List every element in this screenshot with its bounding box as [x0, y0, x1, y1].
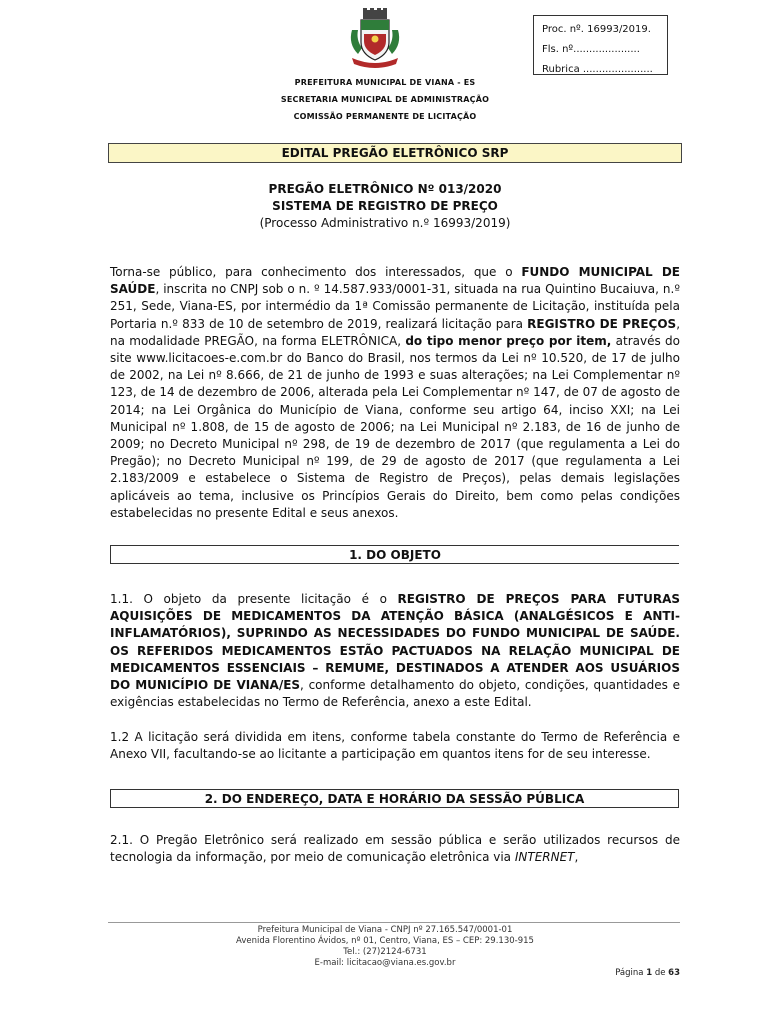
- footer-email-label: E-mail:: [314, 958, 347, 968]
- page-label: Página: [615, 968, 647, 978]
- stamp-rubrica: Rubrica ......................: [542, 64, 653, 75]
- stamp-proc-number: Proc. nº. 16993/2019.: [542, 24, 651, 35]
- intro-text-3: , na modalidade PREGÃO, na forma ELETRÔNICA,: [110, 316, 681, 348]
- registro-preco-title: SISTEMA DE REGISTRO DE PREÇO: [272, 199, 498, 213]
- header-prefeitura: PREFEITURA MUNICIPAL DE VIANA - ES: [294, 78, 476, 87]
- intro-text-2: , inscrita no CNPJ sob o n. º 14.587.933/0001-31, situada na rua Quintino Bucaiuva, n.º 251, Sede, Viana-ES, por intermédio da 1ª Comissão permanente de Licitação, instituída pela Portaria n.º 833 de 10 de setembro de 2019, realizará licitação para: [110, 282, 680, 331]
- footer-email-link[interactable]: licitacao@viana.es.gov.br: [346, 958, 456, 968]
- intro-registro-precos: REGISTRO DE PREÇOS: [527, 316, 677, 331]
- intro-menor-preco: do tipo menor preço por item,: [405, 333, 612, 348]
- page-of: de: [652, 968, 669, 978]
- section-2-heading: 2. DO ENDEREÇO, DATA E HORÁRIO DA SESSÃO PÚBLICA: [110, 789, 679, 808]
- objeto-text-1: 1.1. O objeto da presente licitação é o: [110, 592, 398, 606]
- edital-title-box: EDITAL PREGÃO ELETRÔNICO SRP: [108, 143, 682, 163]
- sessao-text-2: ,: [574, 850, 579, 865]
- objeto-text-2: , conforme detalhamento do objeto, condições, quantidades e exigências estabelecidas no Termo de Referência, anexo a este Edital.: [110, 678, 680, 710]
- section-1-paragraph-1: [110, 591, 680, 711]
- page-total: 63: [668, 968, 680, 978]
- section-1-heading: 1. DO OBJETO: [110, 545, 679, 564]
- municipal-crest-icon: [346, 8, 404, 70]
- objeto-bold-description: REGISTRO DE PREÇOS PARA FUTURAS AQUISIÇÕES DE MEDICAMENTOS DA ATENÇÃO BÁSICA (ANALGÉSICOS E ANTI-INFLAMATÓRIOS), SUPRINDO AS NECESSIDADES DO FUNDO MUNICIPAL DE SAÚDE. OS REFERIDOS MEDICAMENTOS ESTÃO PACTUADOS NA RELAÇÃO MUNICIPAL DE MEDICAMENTOS ESSENCIAIS – REMUME, DESTINADOS A ATENDER AOS USUÁRIOS DO MUNICÍPIO DE VIANA/ES: [110, 592, 680, 693]
- sessao-internet: INTERNET: [514, 850, 575, 865]
- page-number: [615, 968, 680, 978]
- processo-subtitle: (Processo Administrativo n.º 16993/2019): [259, 216, 511, 230]
- intro-text-4: através do site www.licitacoes-e.com.br do Banco do Brasil, nos termos da Lei nº 10.520, de 17 de julho de 2002, na Lei nº 8.666, de 21 de junho de 1993 e suas alterações; na Lei Complementar nº 123, de 14 de dezembro de 2006, alterada pela Lei Complementar nº 147, de 07 de agosto de 2014; na Lei Orgânica do Município de Viana, conforme seu artigo 64, inciso XXI; na Lei Municipal nº 1.808, de 15 de agosto de 2006; na Lei Municipal nº 2.183, de 16 de junho de 2009; no Decreto Municipal nº 298, de 19 de dezembro de 2017 (que regulamenta a Lei do Pregão); no Decreto Municipal nº 199, de 29 de agosto de 2017 (que regulamenta a Lei 2.183/2009 e estabelece o Sistema de Registro de Preços), pelas demais legislações aplicáveis ao tema, inclusive os Princípios Gerais do Direito, bem como pelas condições estabelecidas no presente Edital e seus anexos.: [110, 333, 681, 520]
- pregao-number-title: PREGÃO ELETRÔNICO Nº 013/2020: [268, 182, 502, 196]
- intro-paragraph: [110, 264, 680, 522]
- section-1-paragraph-2: 1.2 A licitação será dividida em itens, conforme tabela constante do Termo de Referência e Anexo VII, facultando-se ao licitante a participação em quantos itens for de seu interesse.: [110, 730, 680, 762]
- footer-divider: [108, 922, 680, 923]
- intro-fundo-municipal: FUNDO MUNICIPAL DE SAÚDE: [110, 265, 680, 297]
- footer-cnpj: Prefeitura Municipal de Viana - CNPJ nº 27.165.547/0001-01: [257, 925, 513, 935]
- footer-address: Avenida Florentino Ávidos, nº 01, Centro, Viana, ES – CEP: 29.130-915: [236, 936, 534, 946]
- sessao-text-1: 2.1. O Pregão Eletrônico será realizado em sessão pública e serão utilizados recursos de tecnologia da informação, por meio de comunicação eletrônica via: [110, 833, 680, 865]
- stamp-folio: Fls. nº.....................: [542, 44, 640, 55]
- intro-text-1: Torna-se público, para conhecimento dos interessados, que o: [110, 265, 522, 279]
- header-comissao: COMISSÃO PERMANENTE DE LICITAÇÃO: [293, 112, 477, 121]
- footer-phone: Tel.: (27)2124-6731: [343, 947, 427, 957]
- header-secretaria: SECRETARIA MUNICIPAL DE ADMINISTRAÇÃO: [280, 95, 490, 104]
- section-2-paragraph-1: [110, 832, 680, 866]
- process-stamp-box: [533, 15, 668, 75]
- page-current: 1: [646, 968, 653, 978]
